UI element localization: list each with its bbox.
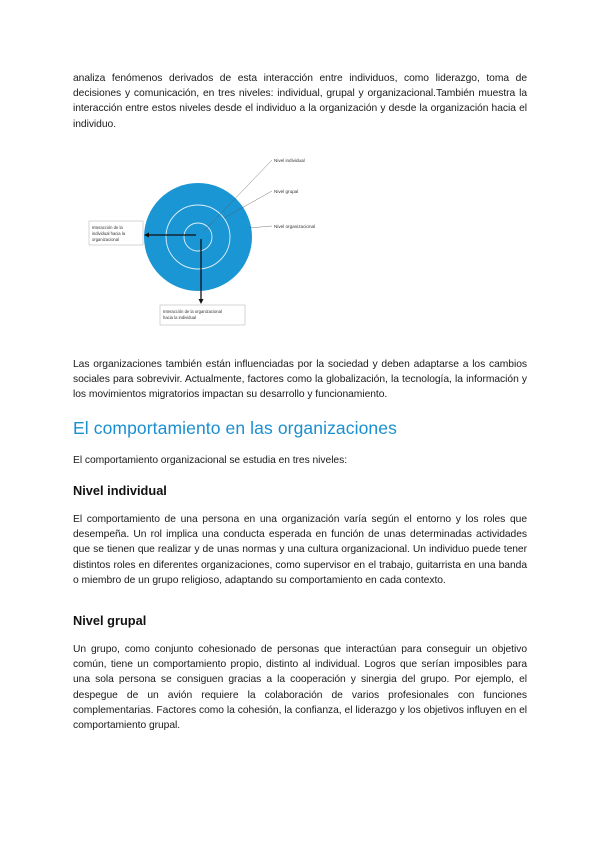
arrow-head-down [199,299,204,304]
label-individual-level: Nivel individual [274,158,305,163]
label-group-level: Nivel grupal [274,189,299,194]
heading-group-level: Nivel grupal [73,613,147,628]
levels-diagram [85,150,345,330]
levels-diagram-svg [85,150,345,330]
heading-individual-level: Nivel individual [73,483,167,498]
individual-paragraph: El comportamiento de una persona en una organización varía según el entorno y los roles que desempeña. Un rol implica una conducta esperada en función de unas determinadas actividades que se tienen que realizar y de unas normas y una cultura organizacional. Un individuo puede tener distintos roles en diferentes organizaciones, como supervisor en el trabajo, guitarrista en una banda o miembro de un grupo religioso, adaptando su comportamiento en cada contexto. [73,514,527,586]
intro-paragraph: analiza fenómenos derivados de esta interacción entre individuos, como liderazgo, toma de decisiones y comunicación, en tres niveles: individual, grupal y organizacional.También muestra la interacción entre estos niveles desde el individuo a la organización y desde la organización hacia el individuo. [73,73,527,130]
section-title: El comportamiento en las organizaciones [73,418,397,438]
left-box-line-2: individual hacia la [92,231,126,236]
bottom-box-line-1: Interacción de la organizacional [163,309,222,314]
society-paragraph: Las organizaciones también están influenciadas por la sociedad y deben adaptarse a los cambios sociales para sobrevivir. Actualmente, factores como la globalización, la tecnología, la información y los movimientos migratorios impactan su desarrollo y funcionamiento. [73,359,527,401]
leader-line-org [249,226,272,228]
organizational-level-circle [144,183,252,291]
group-paragraph: Un grupo, como conjunto cohesionado de personas que interactúan para conseguir un objetivo común, tiene un comportamiento propio, distinto al individual. Logros que serían imposibles para una sola persona se consiguen gracias a la cooperación y sinergia del grupo. Por ejemplo, el despegue de un avión requiere la colaboración de varios profesionales con funciones complementarias. Factores como la cohesión, la confianza, el liderazgo y los objetivos influyen en el comportamiento grupal. [73,644,527,732]
left-box-line-3: organizacional [92,237,120,242]
bottom-box-line-2: hacia la individual [163,315,197,320]
label-organizational-level: Nivel organizacional [274,224,316,229]
left-box-line-1: Interacción de la [92,225,123,230]
levels-intro-paragraph: El comportamiento organizacional se estudia en tres niveles: [73,455,348,466]
